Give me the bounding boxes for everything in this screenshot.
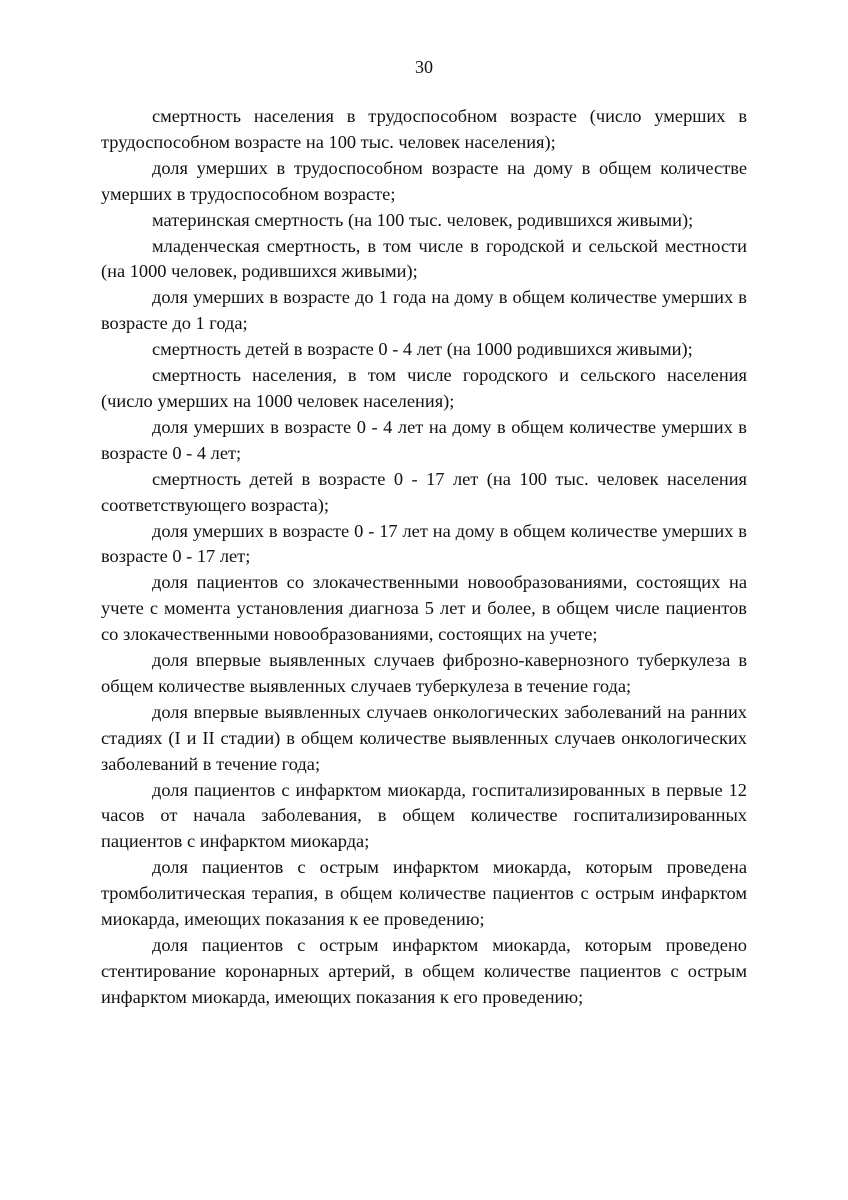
paragraph: доля пациентов с острым инфарктом миокарда, которым проведена тромболитическая терапия, в общем количестве пациентов с острым инфарктом миокарда, имеющих показания к ее проведению; <box>101 857 747 930</box>
paragraph: доля умерших в возрасте 0 - 4 лет на дому в общем количестве умерших в возрасте 0 - 4 лет; <box>101 416 747 463</box>
paragraph: доля умерших в трудоспособном возрасте на дому в общем количестве умерших в трудоспособном возрасте; <box>101 157 747 204</box>
page-number: 30 <box>415 57 433 77</box>
paragraph: доля умерших в возрасте 0 - 17 лет на дому в общем количестве умерших в возрасте 0 - 17 лет; <box>101 520 747 567</box>
paragraph: смертность населения, в том числе городского и сельского населения (число умерших на 1000 человек населения); <box>101 365 747 411</box>
paragraph: смертность населения в трудоспособном возрасте (число умерших в трудоспособном возрасте на 100 тыс. человек населения); <box>101 106 747 152</box>
paragraph: смертность детей в возрасте 0 - 4 лет (на 1000 родившихся живыми); <box>152 339 693 360</box>
paragraph: доля пациентов со злокачественными новообразованиями, состоящих на учете с момента установления диагноза 5 лет и более, в общем числе пациентов со злокачественными новообразованиями, состоящих на учете; <box>101 572 747 645</box>
paragraph: смертность детей в возрасте 0 - 17 лет (на 100 тыс. человек населения соответствующего возраста); <box>101 468 747 515</box>
paragraph: доля пациентов с инфарктом миокарда, госпитализированных в первые 12 часов от начала заболевания, в общем количестве госпитализированных пациентов с инфарктом миокарда; <box>101 779 747 852</box>
paragraph: доля впервые выявленных случаев онкологических заболеваний на ранних стадиях (I и II стадии) в общем количестве выявленных случаев онкологических заболеваний в течение года; <box>101 701 747 774</box>
paragraph: доля впервые выявленных случаев фиброзно-кавернозного туберкулеза в общем количестве выявленных случаев туберкулеза в течение года; <box>101 650 747 696</box>
paragraph: доля пациентов с острым инфарктом миокарда, которым проведено стентирование коронарных артерий, в общем количестве пациентов с острым инфарктом миокарда, имеющих показания к его проведению; <box>101 935 747 1007</box>
paragraph: младенческая смертность, в том числе в городской и сельской местности (на 1000 человек, родившихся живыми); <box>101 235 747 282</box>
paragraph: материнская смертность (на 100 тыс. человек, родившихся живыми); <box>152 209 694 230</box>
paragraph: доля умерших в возрасте до 1 года на дому в общем количестве умерших в возрасте до 1 года; <box>101 287 747 334</box>
document-body <box>101 104 747 1011</box>
